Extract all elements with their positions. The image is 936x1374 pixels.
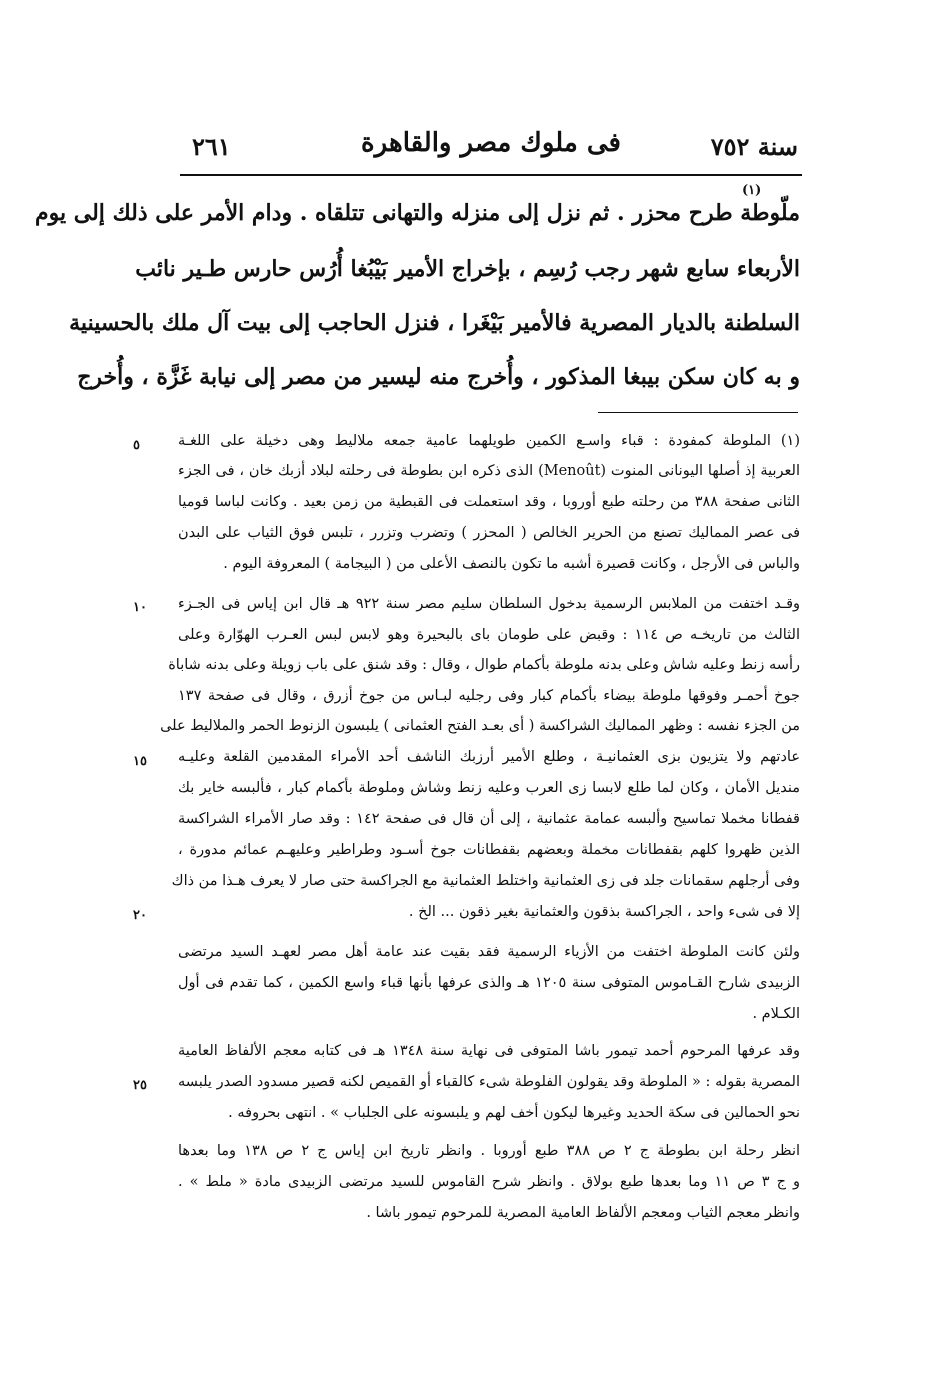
line-number: ٥ bbox=[133, 438, 140, 453]
footnote-line: نحو الحمالين فى سكة الحديد وغيرها ليكون أخف لهم و يلبسونه على الجلباب » . انتهى بحروفه . bbox=[228, 1105, 800, 1121]
footnote-line: وانظر معجم الثياب ومعجم الألفاظ العامية المصرية للمرحوم تيمور باشا . bbox=[366, 1205, 800, 1221]
footnote-line: و ج ٣ ص ١١ وما بعدها طبع بولاق . وانظر شرح القاموس للسيد مرتضى الزبيدى مادة « ملط » . bbox=[178, 1174, 800, 1190]
footnote-line: منديل الأمان ، وكان لما طلع لابسا زى العرب وعليه زنط وشاش وملوطة بأكمام كبار ، فألبسه خاير بك bbox=[178, 780, 800, 796]
year-label: سنة ٧٥٢ bbox=[710, 132, 798, 161]
line-number: ٢٥ bbox=[133, 1078, 147, 1093]
footnote-line: الذين ظهروا كلهم بقفطانات مخملة وبعضهم بقفطانات جوخ أسـود وطراطير وعليهـم عمائم مدورة ، bbox=[178, 842, 800, 858]
footnote-line: جوخ أحمـر وفوقها ملوطة بيضاء بأكمام كبار وفى رجليه لبـاس من جوخ أزرق ، وقال فى صفحة ١٣٧ bbox=[178, 688, 800, 704]
footnote-line: وقد عرفها المرحوم أحمد تيمور باشا المتوفى فى نهاية سنة ١٣٤٨ هـ فى كتابه معجم الألفاظ العامية bbox=[178, 1043, 800, 1059]
footnote-line: ولئن كانت الملوطة اختفت من الأزياء الرسمية فقد بقيت عند عامة أهل مصر لعهـد السيد مرتضى bbox=[178, 944, 800, 960]
footnote-line: والباس فى الأرجل ، وكانت قصيرة أشبه ما تكون بالنصف الأعلى من ( البيجامة ) المعروفة اليوم . bbox=[223, 556, 800, 572]
line-number: ١٥ bbox=[133, 754, 147, 769]
main-line: الأربعاء سابع شهر رجب رُسِم ، بإخراج الأمير بَيْبُغا أُرُس حارس طـير نائب bbox=[135, 256, 800, 282]
footnote-line: الكـلام . bbox=[752, 1006, 800, 1022]
footnote-separator bbox=[598, 412, 798, 413]
main-line: ملّوطة طرح محزر . ثم نزل إلى منزله والتهانى تتلقاه . ودام الأمر على ذلك إلى يوم bbox=[35, 200, 800, 226]
footnote-line: الثالث من تاريخـه ص ١١٤ : وقبض على طومان باى بالبحيرة وهو لابس لبس العـرب الهوّارة وعلى bbox=[178, 627, 800, 643]
footnote-line: (١) الملوطة كمفودة : قباء واسـع الكمين طويلهما عامية جمعه ملاليط وهى دخيلة على اللغـة bbox=[178, 433, 800, 449]
footnote-line: المصرية بقوله : « الملوطة وقد يقولون الفلوطة شىء كالقباء أو القميص لكنه قصير مسدود الصدر يلبسه bbox=[178, 1074, 800, 1090]
footnote-marker: (١) bbox=[742, 183, 762, 198]
footnote-line: العربية إذ أصلها اليونانى المنوت (Menoût) الذى ذكره ابن بطوطة فى رحلته لبلاد أزبك خان ، فى الجزء bbox=[178, 463, 800, 479]
running-header bbox=[180, 128, 802, 168]
page-number: ٢٦١ bbox=[192, 132, 231, 161]
header-rule bbox=[180, 174, 802, 176]
footnote-line: وقـد اختفت من الملابس الرسمية بدخول السلطان سليم مصر سنة ٩٢٢ هـ قال ابن إياس فى الجـزء bbox=[178, 596, 801, 612]
page-title: فى ملوك مصر والقاهرة bbox=[361, 128, 621, 158]
footnote-line: الثانى صفحة ٣٨٨ من رحلته طبع أوروبا ، وقد استعملت فى القبطية من زمن بعيد . وكانت لباسا قوميا bbox=[178, 494, 800, 510]
footnote-line: الزبيدى شارح القـاموس المتوفى سنة ١٢٠٥ هـ والذى عرفها بأنها قباء واسع الكمين ، كما تقدم فى أول bbox=[178, 975, 800, 991]
footnote-line: فى عصر المماليك تصنع من الحرير الخالص ( المحزر ) وتضرب وتزرر ، تلبس فوق الثياب على البدن bbox=[178, 525, 800, 541]
footnote-line: قفطانا مخملا تماسيح وألبسه عمامة عثمانية ، إلى أن قال فى صفحة ١٤٢ : وقد صار الأمراء الشراكسة bbox=[178, 811, 800, 827]
footnote-line: رأسه زنط وعليه شاش وعلى بدنه ملوطة بأكمام طوال ، وقال : وقد شنق على باب زويلة وعلى بدنه شاباة bbox=[168, 657, 800, 673]
line-number: ١٠ bbox=[133, 600, 147, 615]
footnote-line: من الجزء نفسه : وظهر المماليك الشراكسة ( أى بعـد الفتح العثمانى ) يلبسون الزنوط الحمر والملاليط على bbox=[160, 718, 800, 734]
main-line: السلطنة بالديار المصرية فالأمير بَيْغَرا ، فنزل الحاجب إلى بيت آل ملك بالحسينية bbox=[69, 310, 800, 336]
line-number: ٢٠ bbox=[133, 908, 147, 923]
footnote-line: انظر رحلة ابن بطوطة ج ٢ ص ٣٨٨ طبع أوروبا . وانظر تاريخ ابن إياس ج ٢ ص ١٣٨ وما بعدها bbox=[178, 1143, 801, 1159]
main-line: و به كان سكن بيبغا المذكور ، وأُخرج منه ليسير من مصر إلى نيابة غَزَّة ، وأُخرج bbox=[77, 364, 800, 390]
footnote-line: وفى أرجلهم سقمانات جلد فى زى العثمانية واختلط العثمانية مع الجراكسة حتى صار لا يعرف هـذا من ذاك bbox=[171, 873, 800, 889]
footnote-line: عادتهم ولا يتزيون بزى العثمانيـة ، وطلع الأمير أرزبك الناشف أحد الأمراء المقدمين القلعة وعليـه bbox=[178, 749, 800, 765]
footnote-line: إلا فى شىء واحد ، الجراكسة بذقون والعثمانية بغير ذقون ... الخ . bbox=[408, 904, 800, 920]
